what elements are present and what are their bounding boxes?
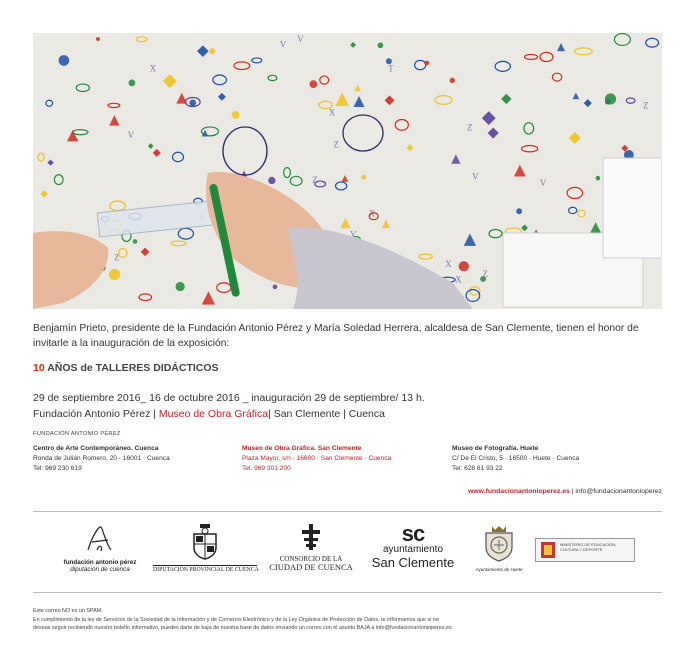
stamp-letter: X (149, 63, 157, 74)
ministerio-label: MINISTERIO DE EDUCACIÓN, CULTURA Y DEPORTE (560, 542, 617, 552)
legal-footer (33, 607, 663, 633)
stamp-letter: Z (312, 174, 318, 185)
venue-phone: Tel: 969 230 619 (33, 465, 82, 472)
venue-museo-obra-grafica (242, 444, 391, 474)
email-link[interactable]: info@fundacionantonioperez (575, 488, 662, 495)
stamp-letter: V (472, 171, 479, 182)
logo-consorcio-cuenca (261, 524, 361, 572)
stamp-dot (109, 269, 120, 280)
diputacion-label: DIPUTACIÓN PROVINCIAL DE CUENCA (153, 567, 259, 573)
stamp-dot (133, 239, 138, 244)
stamp-letter: Z (114, 252, 120, 263)
stamp-dot (309, 80, 317, 88)
stamp-sheet (603, 158, 662, 258)
fap-line2: diputación de cuenca (70, 566, 130, 573)
stamp-letter: Z (482, 269, 488, 280)
diputacion-coat-of-arms-icon (192, 522, 218, 560)
stamp-letter: X (455, 274, 462, 285)
stamp-letter: V (350, 229, 357, 240)
huete-label: Ayuntamiento de Huete (475, 567, 523, 572)
logo-ministerio (535, 538, 635, 562)
sc-mark-icon: sc (401, 521, 425, 546)
divider-bottom (33, 592, 662, 593)
stamp-letter: T (388, 63, 394, 74)
logo-ayuntamiento-san-clemente (363, 521, 463, 570)
venue-name: Centro de Arte Contemporáneo. Cuenca (33, 445, 159, 452)
stamp-letter: Z (643, 100, 649, 111)
venue-address: Ronda de Julián Romero, 20 · 16001 · Cuenca (33, 455, 170, 462)
stamp-dot (59, 55, 70, 66)
sc-line1: ayuntamiento (382, 544, 444, 555)
date-range: 29 de septiembre 2016_ 16 de octubre 2016 _ inauguración 29 de septiembre/ 13 h. (33, 392, 425, 404)
stamp-dot (232, 111, 240, 119)
venue-phone: Tel: 628 61 93 22 (452, 465, 503, 472)
stamp-letter: V (127, 129, 135, 140)
stamp-letter: V (279, 39, 287, 50)
venue-address: Plaza Mayor, s/n · 16600 · San Clemente · Cuenca (242, 455, 392, 462)
fap-signature-icon (83, 524, 117, 554)
fundacion-label: FUNDACIÓN ANTONIO PÉREZ (33, 431, 121, 437)
exhibition-dates (33, 390, 425, 422)
invitation-text: Benjamín Prieto, presidente de la Fundación Antonio Pérez y María Soledad Herrera, alcaldesa de San Clemente, tienen el honor de invitarle a la inauguración de la exposición: (33, 323, 639, 349)
stamp-dot (361, 175, 366, 180)
stamp-letter: X (328, 107, 336, 118)
footer-legal-line: En cumplimiento de la ley de Servicios de la Sociedad de la Información y de Comercio Electrónico y de la Ley Orgánica de Protección de Datos, te informamos que si no (33, 616, 439, 623)
stamp-letter: Z (466, 122, 473, 133)
fap-line1: fundación antonio pérez (63, 559, 137, 566)
huete-coat-of-arms-icon (482, 524, 516, 562)
logo-fundacion-antonio-perez (55, 524, 145, 574)
stamp-dot (176, 282, 185, 291)
divider-top (33, 511, 662, 512)
contact-links (468, 488, 662, 495)
venue-centro-arte (33, 444, 170, 474)
exhibition-photo (33, 33, 662, 309)
venue-line-part2: | San Clemente | Cuenca (268, 408, 385, 420)
stamp-dot (605, 93, 616, 104)
stamp-dot (459, 261, 469, 271)
venue-name: Museo de Fotografía. Huete (452, 445, 539, 452)
stamp-dot (378, 42, 384, 48)
venue-line (33, 406, 425, 422)
stamp-dot (596, 176, 601, 181)
exhibition-title-number: 10 (33, 362, 45, 374)
consorcio-line1: CONSORCIO DE LA (279, 555, 343, 563)
venue-name: Museo de Obra Gráfica. San Clemente (242, 445, 362, 452)
stamp-dot (450, 78, 455, 83)
stamp-dot (96, 37, 100, 41)
stamp-letter: V (539, 178, 547, 189)
stamp-letter: V (297, 34, 304, 45)
stamp-letter: Z (333, 139, 340, 150)
footer-spam-note: Este correo NO es un SPAM. (33, 608, 103, 614)
sc-line2: San Clemente (371, 555, 455, 570)
stamp-dot (516, 208, 522, 214)
stamp-dot (209, 48, 215, 54)
venue-phone: Tel. 969 301 200 (242, 465, 291, 472)
logo-ayuntamiento-huete (469, 524, 529, 573)
stamp-artwork-illustration (33, 33, 662, 309)
logo-diputacion-cuenca (153, 522, 257, 573)
exhibition-title-text: AÑOS de TALLERES DIDÁCTICOS (44, 362, 219, 374)
venue-address: C/ De El Cristo, 5 · 16500 · Huete · Cuenca (452, 455, 580, 462)
stamp-dot (424, 61, 429, 66)
link-separator: | (569, 488, 576, 495)
stamp-dot (129, 80, 136, 87)
consorcio-cross-icon (300, 524, 322, 550)
footer-unsubscribe-line: deseas seguir recibiendo nuestro boletín informativo, puedes darte de baja de nuestra base de datos enviando un correo con el asunto BAJA a info@fundacionantonioperez.es (33, 625, 452, 631)
consorcio-line2: CIUDAD DE CUENCA (269, 562, 353, 572)
sponsor-logos (33, 520, 662, 584)
stamp-letter: X (368, 208, 376, 219)
stamp-dot (268, 177, 275, 184)
stamp-letter: X (445, 258, 452, 269)
spain-shield-icon (540, 541, 556, 559)
exhibition-title (33, 362, 219, 374)
website-link[interactable]: www.fundacionantonioperez.es (468, 488, 570, 495)
venue-line-part1: Fundación Antonio Pérez | (33, 408, 159, 420)
museo-obra-grafica-link[interactable]: Museo de Obra Gráfica (158, 408, 269, 420)
venue-museo-fotografia (452, 444, 579, 474)
stamp-dot (273, 285, 278, 290)
stamp-dot (189, 99, 196, 106)
